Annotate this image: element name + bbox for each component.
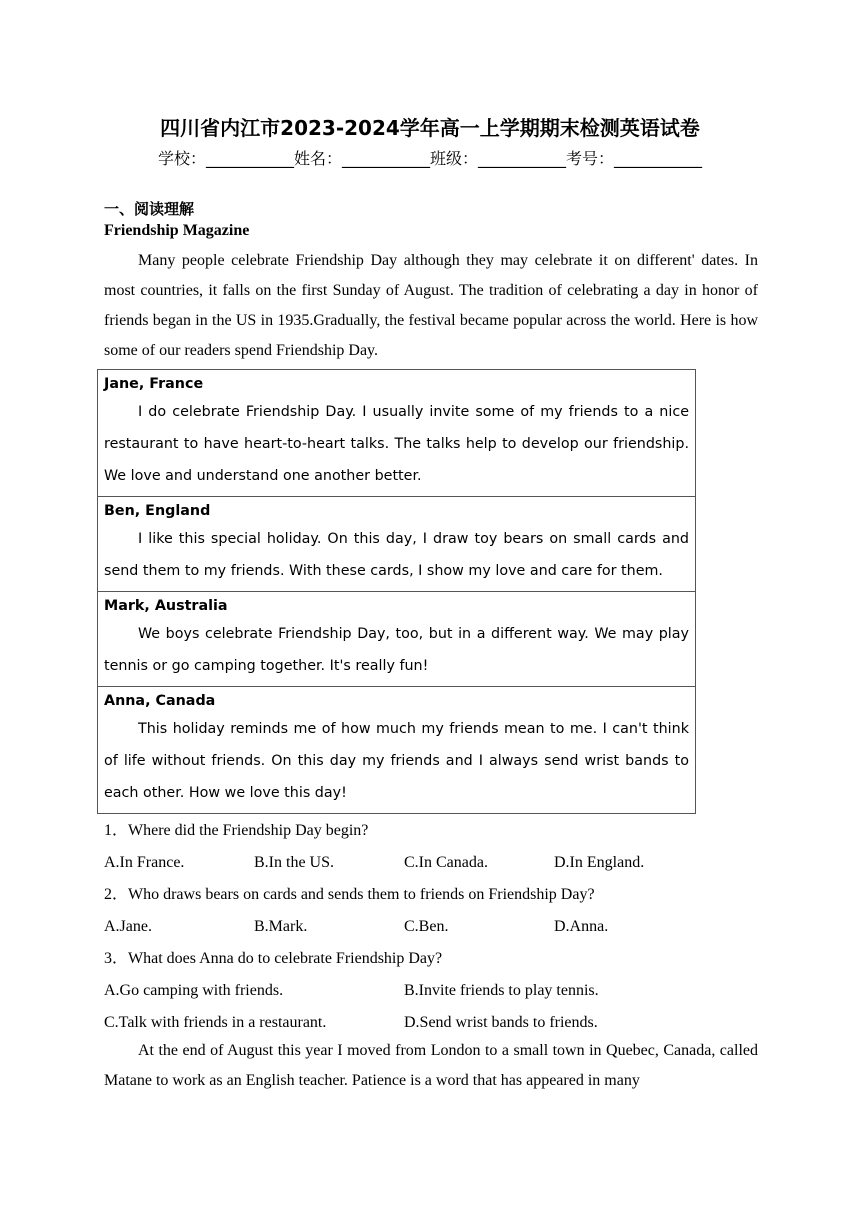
exam-number-field: 考号：___________ [566,149,703,168]
table-row [98,687,696,814]
reader-name: Anna, Canada [104,693,216,709]
option-d: D.Anna. [554,918,609,935]
option-a: A.In France. [104,854,185,871]
option-b: B.In the US. [254,854,334,871]
option-c: C.Ben. [404,918,449,935]
section-heading: 一、阅读理解 [104,200,195,218]
option-b: B.Mark. [254,918,308,935]
table-row [98,592,696,687]
class-field: 班级：___________ [430,149,567,168]
option-b: B.Invite friends to play tennis. [404,982,599,999]
reader-cell [98,592,696,687]
table-row [98,497,696,592]
question-2-options [104,912,764,944]
reader-text: I do celebrate Friendship Day. I usually invite some of my friends to a nice restaurant to have heart-to-heart talks. The talks help to develop our friendship. We love and understand one another better. [104,404,689,484]
reader-name: Ben, England [104,503,211,519]
questions-block [104,816,764,1040]
exam-title: 四川省内江市2023-2024学年高一上学期期末检测英语试卷 [160,116,700,140]
reader-cell [98,370,696,497]
reader-text: We boys celebrate Friendship Day, too, but in a different way. We may play tennis or go camping together. It's really fun! [104,626,689,674]
option-d: D.In England. [554,854,645,871]
reader-name: Jane, France [104,376,204,392]
question-3-stem: 3．What does Anna do to celebrate Friendship Day? [104,950,443,967]
question-1-options [104,848,764,880]
table-row [98,370,696,497]
question-3-options-row1 [104,976,764,1008]
school-field: 学校：___________ [157,149,294,168]
reader-name: Mark, Australia [104,598,228,614]
option-a: A.Go camping with friends. [104,982,284,999]
reader-cell [98,687,696,814]
reader-text: I like this special holiday. On this day, I draw toy bears on small cards and send them to my friends. With these cards, I show my love and care for them. [104,531,689,579]
name-field: 姓名：___________ [293,149,430,168]
intro-paragraph: Many people celebrate Friendship Day although they may celebrate it on different' dates. In most countries, it falls on the first Sunday of August. The tradition of celebrating a day in honor of friends began in the US in 1935.Gradually, the festival became popular across the world. Here is how some of our readers spend Friendship Day. [104,252,758,359]
reader-text: This holiday reminds me of how much my friends mean to me. I can't think of life without friends. On this day my friends and I always send wrist bands to each other. How we love this day! [104,721,689,801]
reader-cell [98,497,696,592]
option-d: D.Send wrist bands to friends. [404,1014,598,1031]
option-c: C.In Canada. [404,854,488,871]
question-2-stem: 2．Who draws bears on cards and sends them to friends on Friendship Day? [104,886,595,903]
student-info-line [0,146,860,169]
option-c: C.Talk with friends in a restaurant. [104,1014,327,1031]
option-a: A.Jane. [104,918,152,935]
magazine-title: Friendship Magazine [104,222,250,239]
readers-table [97,369,696,814]
passage-2-paragraph: At the end of August this year I moved from London to a small town in Quebec, Canada, called Matane to work as an English teacher. Patience is a word that has appeared in many [104,1042,758,1089]
question-1-stem: 1．Where did the Friendship Day begin? [104,822,369,839]
